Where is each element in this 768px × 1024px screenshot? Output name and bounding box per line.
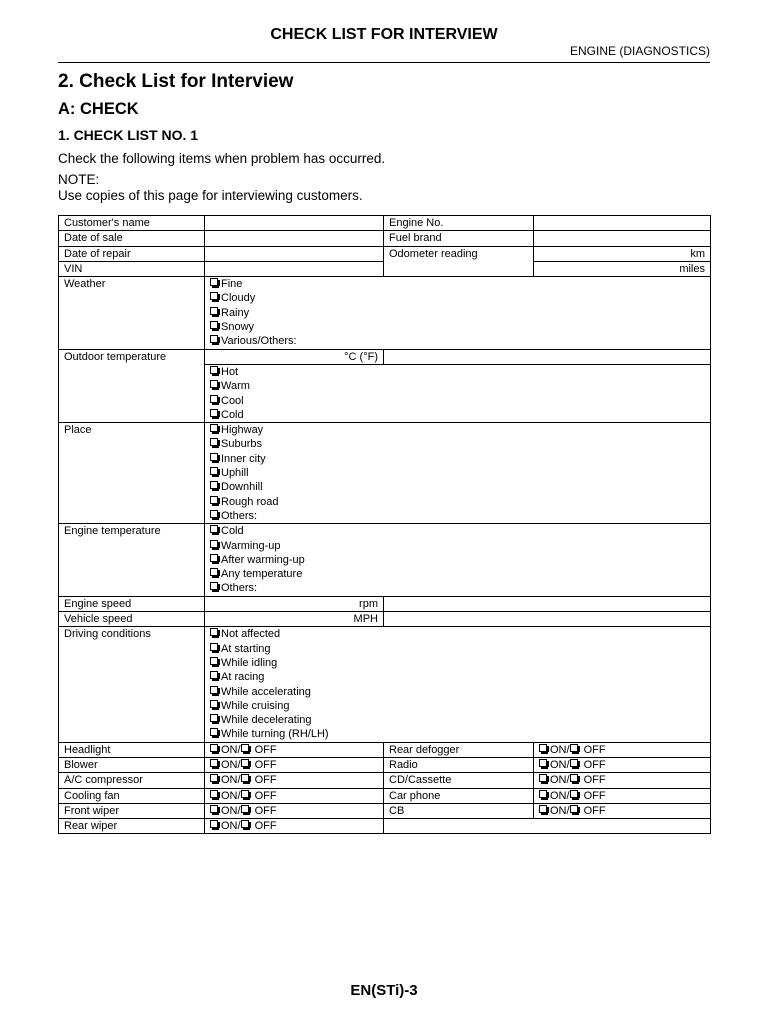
odometer-km-field[interactable]: km	[534, 246, 711, 261]
checkbox-icon[interactable]	[210, 671, 218, 679]
checkbox-icon[interactable]	[570, 759, 578, 767]
checkbox-icon[interactable]	[241, 744, 249, 752]
checkbox-option-label: While accelerating	[221, 685, 311, 698]
engine-temperature-label: Engine temperature	[59, 524, 205, 596]
checkbox-option[interactable]	[210, 320, 705, 334]
checkbox-icon[interactable]	[570, 744, 578, 752]
on-off-choice[interactable]	[534, 788, 711, 803]
switch-label: Car phone	[384, 788, 534, 803]
on-off-choice[interactable]	[534, 757, 711, 772]
checkbox-icon[interactable]	[570, 774, 578, 782]
checkbox-icon[interactable]	[210, 582, 218, 590]
checkbox-option-label: Warming-up	[221, 539, 281, 552]
checkbox-option-label: While cruising	[221, 699, 290, 712]
checkbox-option[interactable]	[210, 670, 705, 684]
checkbox-icon[interactable]	[210, 628, 218, 636]
on-off-choice[interactable]	[205, 819, 384, 834]
page-number: EN(STi)-3	[350, 982, 418, 999]
vehicle-speed-label: Vehicle speed	[59, 612, 205, 627]
checkbox-option[interactable]	[210, 423, 705, 437]
checkbox-option[interactable]	[210, 394, 705, 408]
note-label: NOTE:	[58, 172, 100, 187]
checkbox-option[interactable]	[210, 452, 705, 466]
off-label: OFF	[580, 743, 606, 756]
off-label: OFF	[580, 774, 606, 787]
checkbox-icon[interactable]	[210, 643, 218, 651]
checkbox-option-label: Inner city	[221, 452, 266, 465]
outdoor-temperature-label: Outdoor temperature	[59, 349, 205, 422]
off-label: OFF	[251, 820, 277, 833]
on-off-choice[interactable]	[534, 742, 711, 757]
checkbox-option-label: Suburbs	[221, 438, 262, 451]
checkbox-icon[interactable]	[210, 453, 218, 461]
table-row	[59, 627, 711, 742]
on-off-choice[interactable]	[205, 757, 384, 772]
checkbox-option-label: Fine	[221, 278, 243, 291]
checkbox-icon[interactable]	[241, 805, 249, 813]
switch-label: Rear defogger	[384, 742, 534, 757]
on-label: ON/	[550, 804, 570, 817]
checkbox-option-label: Others:	[221, 509, 258, 522]
table-row	[59, 757, 711, 772]
checkbox-option[interactable]	[210, 553, 705, 567]
checkbox-icon[interactable]	[210, 481, 218, 489]
checkbox-option-label: Uphill	[221, 467, 249, 480]
engine-speed-label: Engine speed	[59, 596, 205, 611]
checkbox-icon[interactable]	[241, 759, 249, 767]
outdoor-temperature-options	[205, 364, 711, 422]
odometer-miles-field[interactable]: miles	[534, 261, 711, 276]
checkbox-icon[interactable]	[241, 774, 249, 782]
table-row	[59, 246, 711, 261]
on-label: ON/	[221, 820, 241, 833]
vehicle-speed-blank[interactable]	[384, 612, 711, 627]
checkbox-icon[interactable]	[210, 820, 218, 828]
engine-speed-field[interactable]: rpm	[205, 596, 384, 611]
outdoor-temperature-blank[interactable]	[384, 349, 711, 364]
checkbox-option-label: Any temperature	[221, 568, 303, 581]
checkbox-option[interactable]	[210, 685, 705, 699]
checkbox-icon[interactable]	[210, 774, 218, 782]
switch-label: A/C compressor	[59, 773, 205, 788]
checkbox-icon[interactable]	[210, 496, 218, 504]
checkbox-icon[interactable]	[210, 424, 218, 432]
on-off-choice[interactable]	[205, 773, 384, 788]
table-row	[59, 423, 711, 524]
checkbox-option[interactable]	[210, 408, 705, 422]
customers-name-field[interactable]	[205, 216, 384, 231]
checkbox-icon[interactable]	[210, 700, 218, 708]
checkbox-option[interactable]	[210, 699, 705, 713]
date-of-repair-field[interactable]	[205, 246, 384, 261]
driving-conditions-options	[205, 627, 711, 742]
checkbox-icon[interactable]	[210, 292, 218, 300]
checkbox-icon[interactable]	[210, 790, 218, 798]
checkbox-icon[interactable]	[210, 657, 218, 665]
checkbox-option-label: While turning (RH/LH)	[221, 728, 329, 741]
switch-label: Headlight	[59, 742, 205, 757]
checkbox-icon[interactable]	[210, 805, 218, 813]
checkbox-option[interactable]	[210, 509, 705, 523]
place-label: Place	[59, 423, 205, 524]
checkbox-option-label: While decelerating	[221, 714, 312, 727]
checkbox-icon[interactable]	[210, 525, 218, 533]
on-label: ON/	[221, 774, 241, 787]
table-row	[59, 788, 711, 803]
on-off-choice[interactable]	[205, 803, 384, 818]
empty-cell	[384, 819, 711, 834]
checkbox-option-label: Cold	[221, 525, 244, 538]
checkbox-icon[interactable]	[539, 744, 547, 752]
engine-speed-blank[interactable]	[384, 596, 711, 611]
checkbox-icon[interactable]	[210, 554, 218, 562]
interview-checklist-table	[58, 215, 711, 834]
date-of-repair-label: Date of repair	[59, 246, 205, 261]
on-label: ON/	[221, 743, 241, 756]
checkbox-option-label: Cool	[221, 394, 244, 407]
on-label: ON/	[550, 758, 570, 771]
checkbox-option[interactable]	[210, 539, 705, 553]
subsection-heading: A: CHECK	[58, 100, 139, 118]
on-label: ON/	[221, 789, 241, 802]
engine-no-label: Engine No.	[384, 216, 534, 231]
checkbox-icon[interactable]	[210, 321, 218, 329]
checkbox-option-label: Snowy	[221, 321, 255, 334]
checkbox-icon[interactable]	[210, 380, 218, 388]
checkbox-option[interactable]	[210, 437, 705, 451]
table-row	[59, 612, 711, 627]
checkbox-icon[interactable]	[539, 790, 547, 798]
off-label: OFF	[251, 789, 277, 802]
checkbox-option[interactable]	[210, 727, 705, 741]
checkbox-icon[interactable]	[539, 805, 547, 813]
page-header-section: ENGINE (DIAGNOSTICS)	[569, 44, 710, 58]
checkbox-icon[interactable]	[210, 714, 218, 722]
place-options	[205, 423, 711, 524]
on-label: ON/	[550, 743, 570, 756]
checkbox-option-label: Downhill	[221, 481, 263, 494]
checkbox-option[interactable]	[210, 291, 705, 305]
switch-label: Front wiper	[59, 803, 205, 818]
switch-label: Cooling fan	[59, 788, 205, 803]
option-list	[210, 423, 705, 523]
checkbox-icon[interactable]	[210, 307, 218, 315]
fuel-brand-label: Fuel brand	[384, 231, 534, 246]
table-row	[59, 596, 711, 611]
switch-label: Radio	[384, 757, 534, 772]
on-label: ON/	[221, 804, 241, 817]
off-label: OFF	[580, 789, 606, 802]
page-header-title: CHECK LIST FOR INTERVIEW	[270, 26, 498, 43]
vehicle-speed-field[interactable]: MPH	[205, 612, 384, 627]
checkbox-icon[interactable]	[210, 438, 218, 446]
checkbox-option-label: Cold	[221, 408, 244, 421]
checkbox-option-label: Warm	[221, 380, 250, 393]
checkbox-option[interactable]	[210, 524, 705, 538]
off-label: OFF	[580, 758, 606, 771]
table-row	[59, 803, 711, 818]
checkbox-icon[interactable]	[210, 409, 218, 417]
checkbox-option-label: Not affected	[221, 628, 281, 641]
checkbox-option-label: Highway	[221, 424, 264, 437]
checkbox-option[interactable]	[210, 365, 705, 379]
date-of-sale-label: Date of sale	[59, 231, 205, 246]
checkbox-icon[interactable]	[570, 790, 578, 798]
engine-no-field[interactable]	[534, 216, 711, 231]
section-heading: 2. Check List for Interview	[58, 71, 294, 92]
checkbox-icon[interactable]	[210, 510, 218, 518]
driving-conditions-label: Driving conditions	[59, 627, 205, 742]
checkbox-option[interactable]	[210, 379, 705, 393]
checkbox-option-label: Others:	[221, 582, 258, 595]
checkbox-option-label: Cloudy	[221, 292, 256, 305]
checkbox-option-label: Rainy	[221, 306, 250, 319]
checkbox-icon[interactable]	[210, 759, 218, 767]
off-label: OFF	[251, 743, 277, 756]
checkbox-option-label: At racing	[221, 671, 265, 684]
checkbox-option[interactable]	[210, 277, 705, 291]
checkbox-option[interactable]	[210, 627, 705, 641]
checkbox-icon[interactable]	[210, 686, 218, 694]
on-label: ON/	[550, 774, 570, 787]
checkbox-icon[interactable]	[210, 540, 218, 548]
checkbox-icon[interactable]	[241, 820, 249, 828]
date-of-sale-field[interactable]	[205, 231, 384, 246]
off-label: OFF	[251, 804, 277, 817]
on-off-choice[interactable]	[534, 803, 711, 818]
checkbox-option-label: At starting	[221, 642, 271, 655]
checkbox-option-label: Various/Others:	[221, 335, 297, 348]
table-row	[59, 773, 711, 788]
checkbox-option[interactable]	[210, 334, 705, 348]
note-text: Use copies of this page for interviewing customers.	[58, 188, 363, 203]
table-row	[59, 277, 711, 349]
option-list	[210, 627, 705, 741]
on-off-choice[interactable]	[534, 773, 711, 788]
checkbox-icon[interactable]	[570, 805, 578, 813]
table-row	[59, 742, 711, 757]
checkbox-option[interactable]	[210, 495, 705, 509]
switch-label: CB	[384, 803, 534, 818]
weather-options	[205, 277, 711, 349]
table-row	[59, 524, 711, 596]
checkbox-option[interactable]	[210, 306, 705, 320]
vin-field[interactable]	[205, 261, 384, 276]
fuel-brand-field[interactable]	[534, 231, 711, 246]
off-label: OFF	[251, 774, 277, 787]
checkbox-option[interactable]	[210, 480, 705, 494]
on-off-choice[interactable]	[205, 788, 384, 803]
checkbox-icon[interactable]	[210, 467, 218, 475]
checkbox-option[interactable]	[210, 466, 705, 480]
checkbox-icon[interactable]	[210, 744, 218, 752]
checkbox-icon[interactable]	[210, 395, 218, 403]
checkbox-option[interactable]	[210, 567, 705, 581]
checkbox-icon[interactable]	[210, 728, 218, 736]
option-list	[210, 277, 705, 348]
outdoor-temperature-field[interactable]: °C (°F)	[205, 349, 384, 364]
switch-label: Rear wiper	[59, 819, 205, 834]
weather-label: Weather	[59, 277, 205, 349]
on-off-choice[interactable]	[205, 742, 384, 757]
option-list	[210, 524, 705, 595]
option-list	[210, 365, 705, 422]
table-row	[59, 216, 711, 231]
engine-temperature-options	[205, 524, 711, 596]
checkbox-option-label: Rough road	[221, 495, 279, 508]
table-row	[59, 819, 711, 834]
switch-label: Blower	[59, 757, 205, 772]
checkbox-icon[interactable]	[210, 366, 218, 374]
checkbox-option-label: After warming-up	[221, 553, 305, 566]
table-row	[59, 349, 711, 364]
switch-label: CD/Cassette	[384, 773, 534, 788]
checkbox-icon[interactable]	[539, 759, 547, 767]
on-label: ON/	[550, 789, 570, 802]
checkbox-option[interactable]	[210, 642, 705, 656]
checkbox-option[interactable]	[210, 713, 705, 727]
checkbox-icon[interactable]	[241, 790, 249, 798]
checkbox-option[interactable]	[210, 656, 705, 670]
checkbox-icon[interactable]	[539, 774, 547, 782]
header-divider	[58, 62, 710, 63]
checkbox-option[interactable]	[210, 581, 705, 595]
checkbox-icon[interactable]	[210, 568, 218, 576]
on-label: ON/	[221, 758, 241, 771]
checkbox-option-label: Hot	[221, 365, 239, 378]
checklist-heading: 1. CHECK LIST NO. 1	[58, 127, 199, 143]
off-label: OFF	[251, 758, 277, 771]
table-row	[59, 231, 711, 246]
checkbox-option-label: While idling	[221, 656, 278, 669]
customers-name-label: Customer's name	[59, 216, 205, 231]
intro-text: Check the following items when problem has occurred.	[58, 151, 386, 166]
odometer-reading-label: Odometer reading	[384, 246, 534, 277]
checkbox-icon[interactable]	[210, 335, 218, 343]
off-label: OFF	[580, 804, 606, 817]
vin-label: VIN	[59, 261, 205, 276]
checkbox-icon[interactable]	[210, 278, 218, 286]
